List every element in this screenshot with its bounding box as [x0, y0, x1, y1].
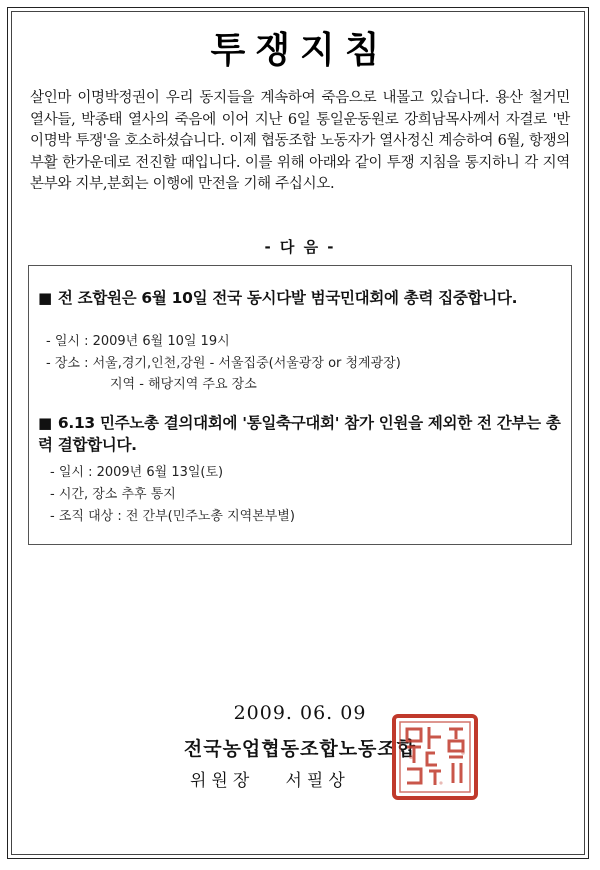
- page-title: 투쟁지침: [210, 30, 390, 71]
- square-bullet-icon: ■: [38, 289, 52, 307]
- directive-2-text: 6.13 민주노총 결의대회에 '통일축구대회' 참가 인원을 제외한 전 간부는 총력 결합합니다.: [38, 414, 561, 454]
- directive-2-item: - 일시 : 2009년 6월 13일(토): [50, 465, 224, 480]
- intro-paragraph: 살인마 이명박정권이 우리 동지들을 계속하여 죽음으로 내몰고 있습니다. 용산 철거민 열사들, 박종태 열사의 죽음에 이어 지난 6일 통일운동원로 강희남목사께서 자결로 '반 이명박 투쟁'을 호소하셨습니다. 이제 협동조합 노동자가 열사정신 계승하여 6월, 항쟁의 부활 한가운데로 전진할 때입니다. 이를 위해 아래와 같이 투쟁 지침을 통지하니 각 지역본부와 지부,분회는 이행에 만전을 기해 주십시오.: [30, 90, 570, 192]
- union-name: 전국농업협동조합노동조합: [183, 738, 417, 760]
- square-bullet-icon: ■: [38, 414, 52, 432]
- directive-2-item: - 조직 대상 : 전 간부(민주노총 지역본부별): [50, 509, 295, 524]
- official-seal-icon: [391, 713, 479, 801]
- directive-2-item: - 시간, 장소 추후 통지: [50, 487, 176, 502]
- document-date: 2009. 06. 09: [233, 702, 367, 724]
- directive-1-item: - 일시 : 2009년 6월 10일 19시: [46, 334, 230, 349]
- directive-1-item: - 장소 : 서울,경기,인천,강원 - 서울집중(서울광장 or 청계광장): [46, 356, 401, 371]
- directive-1-heading: [38, 287, 564, 309]
- directive-2-heading: [38, 412, 564, 456]
- directive-1-item: 지역 - 해당지역 주요 장소: [110, 377, 257, 392]
- section-divider: - 다 음 -: [264, 238, 336, 256]
- signature-line: 위원장 서필상: [190, 771, 350, 791]
- directive-1-text: 전 조합원은 6월 10일 전국 동시다발 범국민대회에 총력 집중합니다.: [57, 289, 518, 307]
